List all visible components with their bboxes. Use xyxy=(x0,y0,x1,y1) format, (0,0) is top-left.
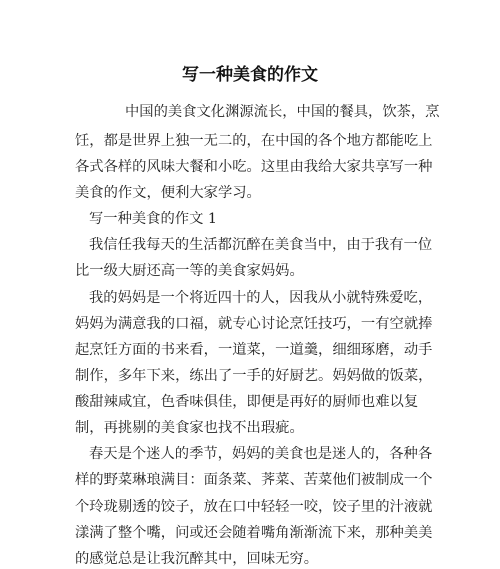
paragraph-line: 我信任我每天的生活都沉醉在美食当中，由于我有一位 xyxy=(89,237,433,253)
paragraph-line: 个玲珑剔透的饺子，放在口中轻轻一咬，饺子里的汁液就 xyxy=(75,499,433,515)
paragraph-line: 饪，都是世界上独一无二的，在中国的各个地方都能吃上 xyxy=(75,133,433,149)
section-heading: 写一种美食的作文 1 xyxy=(89,211,218,227)
paragraph-line: 我的妈妈是一个将近四十的人，因我从小就特殊爱吃， xyxy=(89,290,433,306)
paragraph-line: 春天是个迷人的季节，妈妈的美食也是迷人的，各种各 xyxy=(89,446,433,462)
paragraph-line: 美食的作文，便利大家学习。 xyxy=(75,185,261,201)
paragraph-line: 起烹饪方面的书来看，一道菜，一道羹，细细琢磨，动手 xyxy=(75,342,433,358)
paragraph-line: 制作，多年下来，练出了一手的好厨艺。妈妈做的饭菜， xyxy=(75,368,433,384)
paragraph-line: 样的野菜琳琅满目：面条菜、荠菜、苦菜他们被制成一个 xyxy=(75,472,433,488)
paragraph-line: 各式各样的风味大餐和小吃。这里由我给大家共享写一种 xyxy=(75,159,433,175)
paragraph-line: 中国的美食文化渊源流长，中国的餐具，饮茶，烹 xyxy=(125,104,440,120)
paragraph-line: 比一级大厨还高一等的美食家妈妈。 xyxy=(75,263,304,279)
paragraph-line: 漾满了整个嘴，问或还会随着嘴角渐渐流下来，那种美美 xyxy=(75,525,433,541)
article-title: 写一种美食的作文 xyxy=(182,65,318,85)
paragraph-line: 酸甜辣咸宜，色香味俱佳，即便是再好的厨师也难以复 xyxy=(75,394,419,410)
paragraph-line: 妈妈为满意我的口福，就专心讨论烹饪技巧，一有空就捧 xyxy=(75,316,433,332)
paragraph-line: 制，再挑剔的美食家也找不出瑕疵。 xyxy=(75,420,304,436)
paragraph-line: 的感觉总是让我沉醉其中，回味无穷。 xyxy=(75,551,319,567)
